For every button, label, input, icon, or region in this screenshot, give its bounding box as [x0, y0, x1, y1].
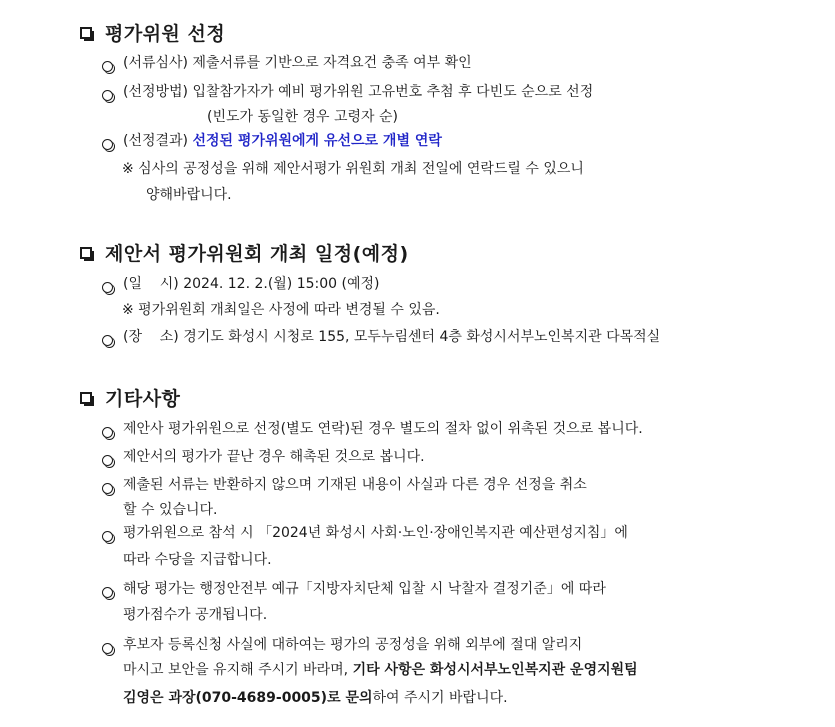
square-bullet-icon: [80, 27, 92, 39]
circle-bullet-icon: [102, 282, 113, 293]
circle-bullet-icon: [102, 643, 113, 654]
circle-bullet-icon: [102, 90, 113, 101]
item-allowance-cont: 따라 수당을 지급합니다.: [123, 552, 272, 568]
circle-bullet-icon: [102, 335, 113, 346]
item-documents-not-returned-cont: 할 수 있습니다.: [123, 502, 218, 518]
item-confidentiality-cont: [123, 660, 638, 680]
item-selection-method: (선정방법) 입찰참가자가 예비 평가위원 고유번호 추첨 후 다빈도 순으로 선정: [123, 84, 594, 100]
item-confidentiality-closing: 하여 주시기 바랍니다.: [372, 690, 508, 706]
section-title-text: 기타사항: [105, 388, 181, 410]
item-confidentiality-contact: 김영은 과장(070-4689-0005)로 문의: [123, 690, 373, 706]
item-score-disclosure-cont: 평가점수가 공개됩니다.: [123, 607, 268, 623]
item-confidentiality-cont2: [123, 688, 508, 708]
item-selection-method-cont: (빈도가 동일한 경우 고령자 순): [207, 109, 399, 125]
circle-bullet-icon: [102, 427, 113, 438]
section-title-evaluator-selection: [80, 19, 225, 46]
section-title-other-matters: [80, 384, 180, 411]
section-title-text: 평가위원 선정: [105, 23, 226, 45]
item-document-review: (서류심사) 제출서류를 기반으로 자격요건 충족 여부 확인: [123, 55, 472, 71]
circle-bullet-icon: [102, 587, 113, 598]
item-confidentiality-cont-b: 기타 사항은 화성시서부노인복지관 운영지원팀: [352, 662, 638, 678]
section-title-committee-schedule: [80, 239, 409, 266]
square-bullet-icon: [80, 247, 92, 259]
square-bullet-icon: [80, 392, 92, 404]
item-selection-result-prefix: (선정결과): [123, 133, 193, 149]
item-dismissal: 제안서의 평가가 끝난 경우 해촉된 것으로 봅니다.: [123, 449, 425, 465]
note-fairness-cont: 양해바랍니다.: [146, 187, 232, 203]
item-location: (장 소) 경기도 화성시 시청로 155, 모두누림센터 4층 화성시서부노인복지관 다목적실: [123, 329, 661, 345]
circle-bullet-icon: [102, 531, 113, 542]
item-selection-result: [123, 131, 442, 151]
item-score-disclosure: 해당 평가는 행정안전부 예규「지방자치단체 입찰 시 낙찰자 결정기준」에 따라: [123, 581, 606, 597]
item-confidentiality-cont-a: 마시고 보안을 유지해 주시기 바라며,: [123, 662, 353, 678]
circle-bullet-icon: [102, 139, 113, 150]
item-appointment: 제안사 평가위원으로 선정(별도 연락)된 경우 별도의 절차 없이 위촉된 것으로 봅니다.: [123, 421, 643, 437]
note-date-change: ※ 평가위원회 개최일은 사정에 따라 변경될 수 있음.: [122, 302, 440, 318]
item-documents-not-returned: 제출된 서류는 반환하지 않으며 기재된 내용이 사실과 다른 경우 선정을 취소: [123, 477, 587, 493]
item-datetime: (일 시) 2024. 12. 2.(월) 15:00 (예정): [123, 276, 380, 292]
circle-bullet-icon: [102, 455, 113, 466]
item-allowance: 평가위원으로 참석 시 「2024년 화성시 사회·노인·장애인복지관 예산편성지침」에: [123, 525, 628, 541]
section-title-text: 제안서 평가위원회 개최 일정(예정): [105, 243, 409, 265]
circle-bullet-icon: [102, 483, 113, 494]
note-fairness: ※ 심사의 공정성을 위해 제안서평가 위원회 개최 전일에 연락드릴 수 있으니: [122, 161, 584, 177]
item-selection-result-highlight: 선정된 평가위원에게 유선으로 개별 연락: [192, 133, 442, 149]
item-confidentiality: 후보자 등록신청 사실에 대하여는 평가의 공정성을 위해 외부에 절대 알리지: [123, 637, 583, 653]
circle-bullet-icon: [102, 61, 113, 72]
